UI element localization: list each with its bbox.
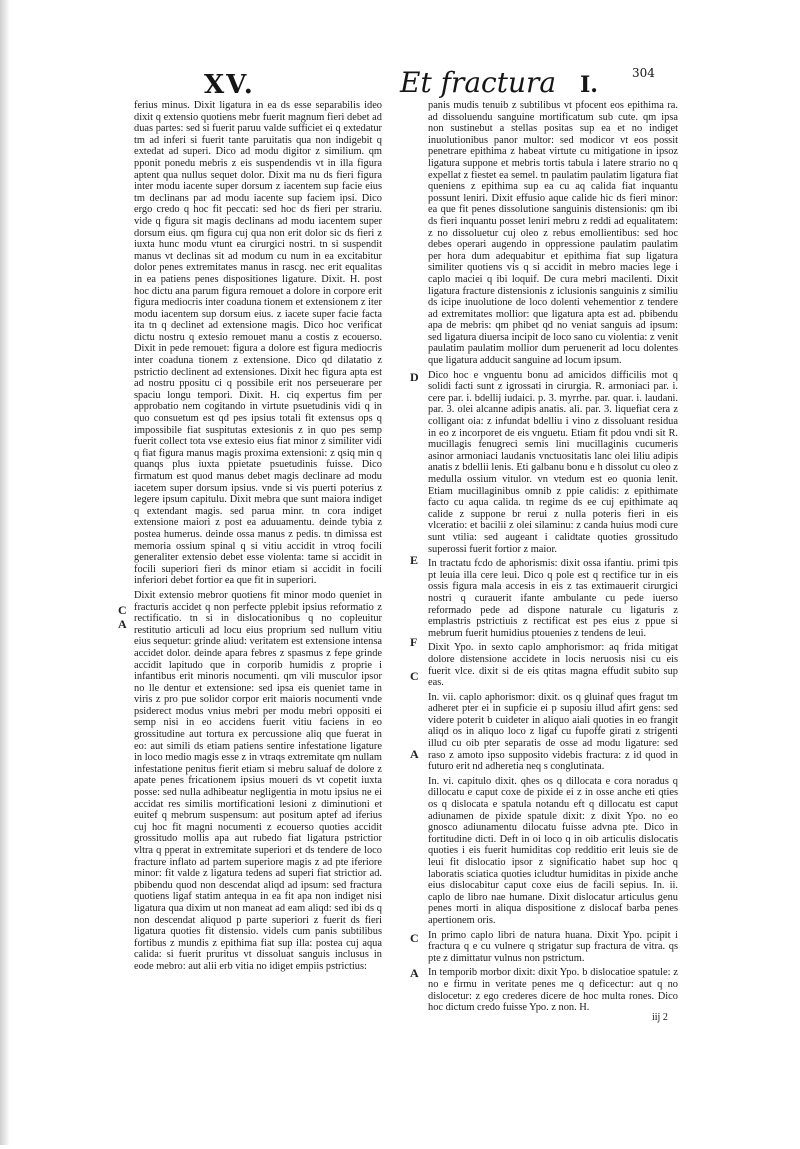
right-paragraph-2: Dico hoc e vnguentu bonu ad amicidos difficilis mot q solidi facti sunt z igrossati in cirurgia. R. armoniaci par. i. cere par. i. bdellij iudaici. p. 3. myrrhe. par. quar. i. laudani. par. 3. olei alcanne adipis anatis. ali. par. 3. liquefiat cera z colligant oia: z infundat bdelliu i vino z dissoluant residua in eo z incorporet de eis vnguetu. Etiam fit pdou vndi sit R. mucillagis fenugreci semis lini mucillaginis cucumeris asinor armoniaci laudanis vnctuositatis lanc olei liliu adipis anatis z bdellii lenis. Eti galbanu bonu e h dissolut cu oleo z medulla ossium vitulor. vn vtedum est eo quonia lenit. Etiam mucillaginibus omnib z ppie calidis: z epithimate facto cu aqua calida. tn regime ds ee cuj epithimate aq calide z suppone br rerui z nulla poteris fieri in eis vlceratio: et bacilii z olei silaminu: z canda huius modi cure sunt vtilia: sed augeant i calidtate quoties grossitudo superossi fuerit fortior z maior. xyxy=(428,369,678,555)
margin-letter-d: D xyxy=(410,370,419,384)
right-paragraph-8: In temporib morbor dixit: dixit Ypo. b dislocatioe spatule: z no e firmu in veritate penes me q deficectur: aut q no dislocetur: z ego crederes dicere de hoc multa rones. Dico hoc dictum credo fuisse Ypo. z non. H. xyxy=(428,967,678,1014)
margin-letter-c2-right: C xyxy=(410,931,419,945)
page-edge xyxy=(0,0,10,1145)
right-paragraph-4: Dixit Ypo. in sexto caplo amphorismor: aq frida mitigat dolore distensione accidete in locis neruosis nisi cu eis fuerit vlce. dixit si de eis qtitas magna effudit subito sup eas. xyxy=(428,642,678,689)
right-text-column xyxy=(428,100,678,1014)
margin-letter-c-right: C xyxy=(410,669,419,683)
signature-mark: iij 2 xyxy=(652,1012,668,1023)
margin-letter-e: E xyxy=(410,553,419,567)
left-paragraph-1: ferius minus. Dixit ligatura in ea ds esse separabilis ideo dixit q extensio quotiens mebr fuerit magnum fieri debet ad duas partes: sed si fuerit paruu valde sufficiet ei q extedatur tm ad inferi si fuerit tante paruitatis qua non indigebit q extedat ad superi. Dico ad modu digitor z similium. qm pponit ponedu mebris z eis suspendendis vt in illa figura aptent qua nullus sequet dolor. Dixit ma nu ds fieri figura inter modu iacente super dorsum z iacentem sup facie eius tm declinans par ad modu iacente sup faciem ipsi. Dico ergo credo q hoc fit peccati: sed hoc ds fieri per strariu. vide q figura sit magis declinans ad modu iacentem super dorsum eius. qm figura cuj qua non erit dolor sic ds fieri z iuxta hunc modu vtunt ea cirurgici nostri. tn si suspendit manus vt declinas sit ad modum cu num in ea excitabitur dolor penes extremitates manus in rascg. nec erit equalitas in ea patiens penes dispositiones ligature. Dixit. H. post hoc dictu ana parum figura remouet a dolore in corpore erit figura mediocris inter coaduna tionem et extensionem z iter modu iacentem sup dorsum eius. z iacete super facie facta ita tn q declinet ad extensione magis. Dico hoc verificat dictu nostru q extesio remouet manu a costis z ecouerso. Dixit in pede remouet: figura a dolore est figura mediocris inter coaduna tionem z extensione. Dico qd dilatatio z pstrictio declinent ad extensiones. Dixit hec figura apta est ad nostru ppositu ci q possibile erit nos perseuerare per spaciu longu tempori. Dixit. H. ciq expertus fim per approbatio nem cogitando in virtute psuetudinis vidi q in quo consuetum est qd pes ipsius totali fit extensus ops q impossibile fiat suspitutas extesionis z in quo pes semp fuerit collect tota vse extesio eius fiat minor z similiter vidi q fiat figura manus magis proxima extensioni: z qsiq min q quanqs plus iuxta ppietate psuetudinis fuisse. Dico firmatum est quod manus debet magis declinare ad modu iacetem super dorsum ipsius. vnde si vis puerti poterius z legere ipsum capitulu. Dixit mebra que sunt maiora indiget q extendant magis. sed parua minr. tn cora indiget extensione maiori z post ea aduuamentu. deinde tybia z postea humerus. deinde ossa manus z pedis. tn dimissa est memoria ossium spinal q si vitiu accidit in vtroq focili generaliter extensio debet esse violenta: tame si accidit in focili superiori fieri ds minor etiam si accidit in focili inferiori debet fortior ea que fit in superiori. xyxy=(134,100,382,587)
margin-letter-f: F xyxy=(410,635,418,649)
running-head-right: I. xyxy=(580,72,598,98)
right-paragraph-1: panis mudis tenuib z subtilibus vt pfocent eos epithima ra. ad dissoluendu sanguine mortificatum sub cute. qm ipsa non sustinebut a stellas positas sup ea et no indiget inuolutionibus panor multor: sed modicor vt eos possit penetrare epithima z habeat virtute cu mitigatione in ipsoz ligatura suppone et mebris tortis tabula i latere strario no q expellat z fiestet ea semel. tn paulatim paulatim ligatura fiat queniens z epithima sup ea cu aq calida fiat inquantu possunt leniri. Dixit effusio aque calide hic ds fieri minor: ea que fit penes dissolutione sanguinis distensionis: qm ibi ds fieri inquantu posset leniri mebru z reddi ad equalitatem: z no dissoluetur cuj oleo z rebus emollientibus: sed hoc debes operari augendo in oppressione paulatim paulatim per hora dum adequabitur et epithima fiat sup ligatura similiter quotiens vis q si accidit in mebro macies lege i caplo maciei q ibi loquif. De cura mebri macilenti. Dixit ligatura fracture distensionis z iclusionis sanguinis z similiu ds icipe inuolutione de loco dolenti vehementior z tendere ad extremitates mollior: que ligatura apta est ad. pbibendu apa de mebris: qm phibet qd no veniat sanguis ad ipsum: sed ligatura diuersa incipit de loco sano cu violentia: z venit paulatim paulatim mollior dum peruenerit ad locu dolentes que ligatura adducit sanguine ad locum ipsum. xyxy=(428,100,678,367)
running-head-left: XV. xyxy=(204,70,255,100)
right-paragraph-5: In. vii. caplo aphorismor: dixit. os q gluinaf ques fragut tm adheret pter ei in supficie ei p suposiu illud afirt gens: sed videre poterit b cuideter in aliquo aiali quoties in eo frangit aliqd os in aliquo loco z ligaf cu fupoffe girati z strigenti illud cu oib pter separatis de osse ad modu ligature: sed raso z amoto ipso supposito videbis fractura: z id quod in futuro erit nd adheretia neq s conglutinata. xyxy=(428,691,678,773)
right-paragraph-3: In tractatu fcdo de aphorismis: dixit ossa ifantiu. primi tpis pt leuia illa cere leui. Dico q pole est q rectifice tur in eis ossis figura mala accesis in eis z tas extimauerit cirurgici nostri q curauerit ifante ambulante cu pede iuerso reformado pede ad dispone naturale cu ligaturis z emplastris pstrictiuis z rectificat est pes eius z ppue si mebrum fuerit humidius ptouenies z tendens de leui. xyxy=(428,558,678,639)
left-text-column xyxy=(134,100,382,1000)
running-head-title: Et fractura xyxy=(400,66,557,99)
margin-letter-c-left: C xyxy=(118,603,127,617)
margin-letter-a-left: A xyxy=(118,617,127,631)
right-paragraph-6: In. vi. capitulo dixit. qhes os q dillocata e cora noradus q dillocatu e caput coxe de pixide ei z in osse anche eti qties os q dislocata e spatula notandu eft q dillocatu est caput adiunamen de pixide spatule dixit: z dixit Ypo. no eo gnosco adiunamentu dilocatu fuisse advna pte. Dico in fortitudine dicti. Deft in oi loco q in oib articulis dislocatis quoties i eis fuerit humiditas cop redditio erit leuis sie de leui fit dislocatio ipsor z significatio habet sup hoc q laboratis sciatica quoties icludtur humiditas in pixide anche eius dislocabitur caput coxe eius de facili sepius. In. ii. caplo de libro nae humane. Dixit dislocatur articulus genu penes morti in aliqua dispositione z dislocaf barba penes apertionem oris. xyxy=(428,775,678,926)
right-paragraph-7: In primo caplo libri de natura huana. Dixit Ypo. pcipit i fractura q e cu vulnere q strigatur sup fractura de vitra. qs pte z dimittatur vulnus non pstrictum. xyxy=(428,929,678,964)
margin-letter-a2-right: A xyxy=(410,966,419,980)
binding-edge-shadow xyxy=(0,0,10,1145)
margin-letter-a-right: A xyxy=(410,747,419,761)
folio-number: 304 xyxy=(632,66,655,80)
left-paragraph-2: Dixit extensio mebror quotiens fit minor modo queniet in fracturis accidet q non perfecte pplebit ipsius reformatio z rectificatio. tn si in dislocationibus q no copleuitur restitutio articuli ad locu eius proprium sed nullum vitiu eius sequetur: grinde aliud: veritatem est extensione intensa accidet dolor. deinde apara febres z spasmus z fepe grinde accidit lapitudo que in corporib humidis z proprie i infantibus erit minoris nocumenti. qm vili musculor ipsor no lle dentur et extensione: sed ipsa eis queniet tame in viris z pro pue solidor corpor erit maioris nocumenti vnde psiderect modus vnius mebri per modu mebri oppositi ei semp nisi in eo accidens fuerit vitiu faciens in eo grossitudine aut tortura ex percussione aliq que fuerat in eo: aut simili ds etiam patiens sentire infestatione ligature in loco medio magis esse z in vtraqs extremitate qm nullam infestatione penitus fierit etiam si mebru saluaf de dolore z apate penes fricationem ipsius moueri ds vt copetit iuxta posse: sed nulla adhibeatur negligentia in motu ipsius ne ei accidat res similis mortificationi lesioni z diminutioni et euitef q mebrum suspensum: aut positum aptef ad iferius cuj hoc fit magni nocumenti z ecouerso quoties accidit grossitudo mollis apa aut rubedo fiat ligatura pstrictior vltra q pperat in extremitate superiori et ds tendere de loco fracture inflato ad partem superiore magis z ad pte iferiore minor: fit valde z ligatura tedens ad superi fiat strictior ad. pbibendu quod non descendat aliqd ad ipsum: sed fractura quotiens ligaf statim antequa in ea fit apa non indiget nisi ligatura qua dixim ut non maneat ad eam aliqd: sed ibi ds q non descendat aliquod p parte superiori z fuerit ds fieri ligatura quoties fit distensio. videls cum panis subtilibus fortibus z mundis z epithima fiat sup illa: postea cuj aqua calida: si fuerit pruritus vt dissoluat sanguis inclusus in eode mebro: aut alii erb vitia no idiget empiis pstrictius: xyxy=(134,589,382,972)
